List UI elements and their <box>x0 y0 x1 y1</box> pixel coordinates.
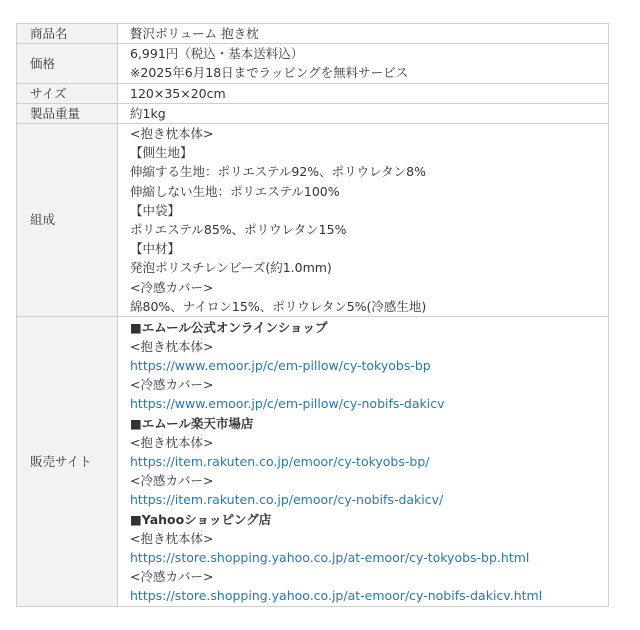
composition-line: 【側生地】 <box>130 145 193 161</box>
row-product-name <box>17 24 609 44</box>
shop-name-yahoo: ■Yahooショッピング店 <box>130 511 272 527</box>
price-line: 6,991円（税込・基本送料込） <box>130 46 304 62</box>
row-sales-sites <box>17 317 609 607</box>
rakuten-body-pillow-link[interactable]: https://item.rakuten.co.jp/emoor/cy-tokyobs-bp/ <box>130 453 430 469</box>
size-value: 120×35×20cm <box>118 83 609 103</box>
row-price <box>17 44 609 83</box>
composition-line: 伸縮する生地：ポリエステル92%、ポリウレタン8% <box>130 164 426 180</box>
row-size <box>17 83 609 103</box>
composition-line: 綿80%、ナイロン15%、ポリウレタン5%(冷感生地) <box>130 298 427 314</box>
rakuten-cooling-cover-link[interactable]: https://item.rakuten.co.jp/emoor/cy-nobifs-dakicv/ <box>130 492 444 508</box>
composition-line: <抱き枕本体> <box>130 126 214 142</box>
composition-line: <冷感カバー> <box>130 279 214 295</box>
composition-line: 【中袋】 <box>130 202 181 218</box>
composition-line: 【中材】 <box>130 241 181 257</box>
cooling-cover-label: <冷感カバー> <box>130 473 214 489</box>
composition-line: 発泡ポリスチレンビーズ(約1.0mm) <box>130 260 332 276</box>
weight-value: 約1kg <box>118 103 609 123</box>
sales-sites-label: 販売サイト <box>17 317 118 607</box>
composition-value <box>118 124 609 317</box>
composition-line: ポリエステル85%、ポリウレタン15% <box>130 222 347 238</box>
row-composition <box>17 124 609 317</box>
body-pillow-label: <抱き枕本体> <box>130 530 214 546</box>
cooling-cover-label: <冷感カバー> <box>130 377 214 393</box>
yahoo-body-pillow-link[interactable]: https://store.shopping.yahoo.co.jp/at-emoor/cy-tokyobs-bp.html <box>130 549 530 565</box>
body-pillow-label: <抱き枕本体> <box>130 434 214 450</box>
product-spec-table <box>16 23 609 607</box>
official-body-pillow-link[interactable]: https://www.emoor.jp/c/em-pillow/cy-tokyobs-bp <box>130 357 431 373</box>
body-pillow-label: <抱き枕本体> <box>130 338 214 354</box>
product-name-value: 贅沢ボリューム 抱き枕 <box>118 24 609 44</box>
wrapping-note: ※2025年6月18日までラッピングを無料サービス <box>130 65 409 81</box>
shop-name-rakuten: ■エムール楽天市場店 <box>130 415 254 431</box>
price-value <box>118 44 609 83</box>
size-label: サイズ <box>17 83 118 103</box>
yahoo-cooling-cover-link[interactable]: https://store.shopping.yahoo.co.jp/at-emoor/cy-nobifs-dakicv.html <box>130 588 543 604</box>
product-name-label: 商品名 <box>17 24 118 44</box>
sales-sites-value <box>118 317 609 607</box>
shop-name-official: ■エムール公式オンラインショップ <box>130 319 328 335</box>
composition-label: 組成 <box>17 124 118 317</box>
row-weight <box>17 103 609 123</box>
official-cooling-cover-link[interactable]: https://www.emoor.jp/c/em-pillow/cy-nobifs-dakicv <box>130 396 445 412</box>
weight-label: 製品重量 <box>17 103 118 123</box>
cooling-cover-label: <冷感カバー> <box>130 569 214 585</box>
composition-line: 伸縮しない生地：ポリエステル100% <box>130 183 340 199</box>
price-label: 価格 <box>17 44 118 83</box>
